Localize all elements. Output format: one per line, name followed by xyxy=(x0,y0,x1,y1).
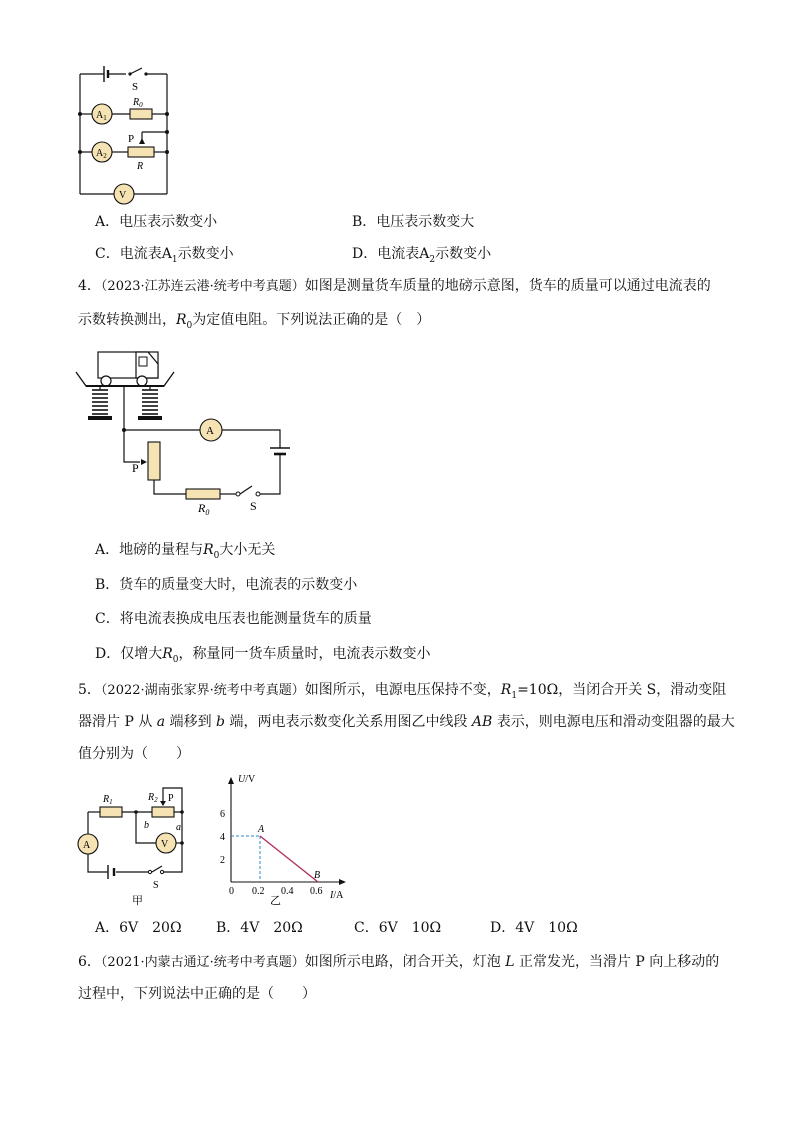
y-tick-label: 6 xyxy=(220,809,225,820)
label-r2: $R_2$ xyxy=(148,792,158,804)
q6-stem-line2: 过程中，下列说法中正确的是（ ） xyxy=(78,986,316,1002)
q4-option-b[interactable]: B．货车的质量变大时，电流表的示数变小 xyxy=(95,577,358,593)
label-r1: $R_1$ xyxy=(103,794,113,806)
q5-circuit-figure xyxy=(72,772,197,910)
resistor-r0 xyxy=(186,489,220,499)
point-label: B xyxy=(314,870,321,881)
rheostat-r2 xyxy=(152,807,174,817)
truck-icon xyxy=(98,352,158,386)
q5-option-d[interactable]: D．4V 10Ω xyxy=(490,920,578,936)
q4-weighbridge-figure xyxy=(70,348,300,523)
q4-option-c[interactable]: C．将电流表换成电压表也能测量货车的质量 xyxy=(95,611,372,627)
y-tick-label: 4 xyxy=(220,832,225,843)
q6-stem-line1: 6．（2021·内蒙古通辽·统考中考真题）如图所示电路，闭合开关，灯泡 L 正常发光，当滑片 P 向上移动的 xyxy=(78,954,720,970)
rheostat-r xyxy=(128,147,154,157)
label-r0: $R_0$ xyxy=(198,501,210,517)
x-tick-label: 0.2 xyxy=(252,886,265,897)
x-tick-label: 0.4 xyxy=(281,886,294,897)
q4-option-a[interactable]: A．地磅的量程与$R_0$大小无关 xyxy=(95,542,276,561)
slide-resistor xyxy=(148,442,160,480)
x-tick-label: 0.6 xyxy=(310,886,323,897)
y-axis-label: U/V xyxy=(238,774,256,785)
q5-ui-graph xyxy=(216,772,356,910)
label-r: R xyxy=(137,161,144,172)
q5-stem-line3: 值分别为（ ） xyxy=(78,746,190,762)
q5-option-c[interactable]: C．6V 10Ω xyxy=(354,920,442,936)
point-label: A xyxy=(258,824,265,835)
q3-option-a[interactable]: A．电压表示数变小 xyxy=(95,214,218,230)
label-s: S xyxy=(250,499,257,513)
caption-jia: 甲 xyxy=(132,895,143,907)
q5-stem-line2: 器滑片 P 从 a 端移到 b 端，两电表示数变化关系用图乙中线段 AB 表示，则电源电压和滑动变阻器的最大 xyxy=(78,714,735,730)
label-a: A xyxy=(83,840,91,851)
y-axis xyxy=(228,777,234,882)
q4-stem-line1: 4．（2023·江苏连云港·统考中考真题）如图是测量货车质量的地磅示意图，货车的质量可以通过电流表的 xyxy=(78,278,711,294)
label-s: S xyxy=(153,880,159,891)
resistor-r1 xyxy=(100,807,122,817)
q5-option-a[interactable]: A．6V 20Ω xyxy=(95,920,182,936)
y-tick-label: 2 xyxy=(220,855,225,866)
label-b-end: b xyxy=(144,820,149,831)
q3-option-b[interactable]: B．电压表示数变大 xyxy=(352,214,475,230)
q4-option-d[interactable]: D．仅增大$R_0$，称量同一货车质量时，电流表示数变小 xyxy=(95,646,431,665)
caption-yi: 乙 xyxy=(270,895,281,907)
q3-option-c[interactable]: C．电流表$A_1$示数变小 xyxy=(95,246,234,265)
spring-right-icon xyxy=(142,390,158,414)
q3-circuit-figure xyxy=(70,60,180,210)
label-p: P xyxy=(168,793,174,804)
label-v: V xyxy=(119,190,127,201)
label-r0: $R_0$ xyxy=(133,97,143,109)
label-a2: $A_2$ xyxy=(96,148,107,160)
label-a: A xyxy=(206,425,214,437)
label-p: P xyxy=(132,461,139,475)
series-line-ab xyxy=(260,836,321,882)
x-tick-label: 0 xyxy=(229,886,234,897)
label-v: V xyxy=(161,839,169,850)
spring-left-icon xyxy=(92,390,108,414)
q3-option-d[interactable]: D．电流表$A_2$示数变小 xyxy=(352,246,492,265)
label-p: P xyxy=(128,133,135,145)
x-axis-label: I/A xyxy=(330,890,344,901)
resistor-r0 xyxy=(130,109,152,119)
q5-stem-line1: 5．（2022·湖南张家界·统考中考真题）如图所示，电源电压保持不变，$R_1=10\Omega$，当闭合开关 S，滑动变阻 xyxy=(78,682,727,701)
q5-option-b[interactable]: B．4V 20Ω xyxy=(216,920,303,936)
x-axis xyxy=(231,879,346,885)
label-a1: $A_1$ xyxy=(96,110,107,122)
label-s: S xyxy=(132,81,139,93)
label-a-end: a xyxy=(176,822,181,833)
q4-stem-line2: 示数转换测出，$R_0$为定值电阻。下列说法正确的是（ ） xyxy=(78,312,431,331)
